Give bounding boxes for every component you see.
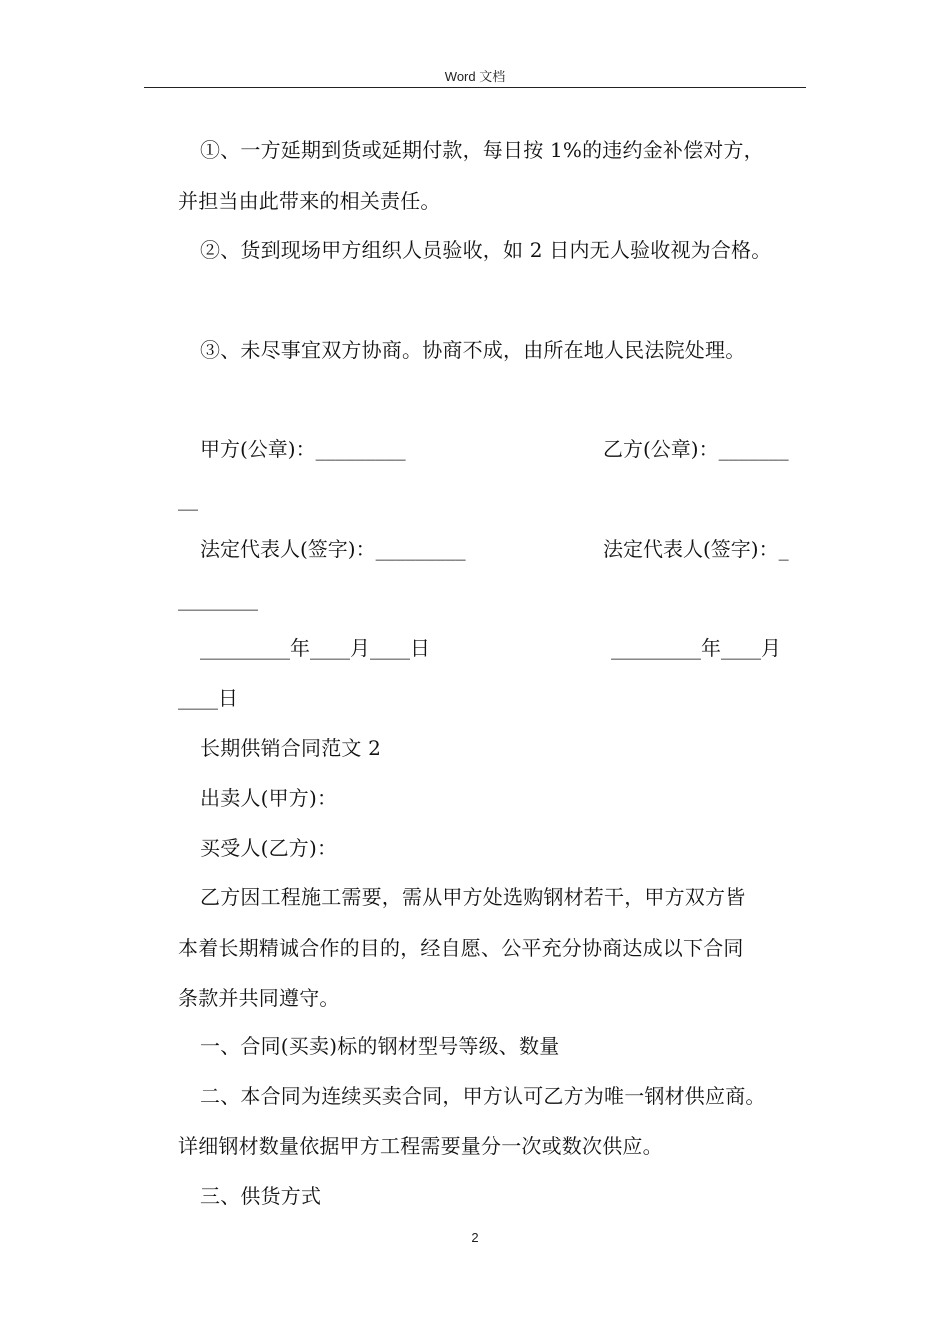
clause-3: ③、未尽事宜双方协商。协商不成，由所在地人民法院处理。	[200, 338, 746, 362]
party-b-representative-continuation: ________	[178, 587, 258, 611]
seller-label: 出卖人(甲方)：	[200, 786, 338, 810]
clause-2: ②、货到现场甲方组织人员验收，如 2 日内无人验收视为合格。	[200, 238, 772, 262]
party-b-representative: 法定代表人(签字)：_	[603, 537, 789, 561]
party-b-date-continuation: ____日	[178, 686, 238, 710]
clause-1-line-2: 并担当由此带来的相关责任。	[178, 189, 441, 213]
header-divider	[144, 87, 806, 88]
contract-2-title: 长期供销合同范文 2	[200, 736, 382, 760]
party-a-seal: 甲方(公章)：_________	[200, 437, 406, 461]
buyer-label: 买受人(乙方)：	[200, 836, 338, 860]
party-b-date: _________年____月	[611, 636, 781, 660]
item-1: 一、合同(买卖)标的钢材型号等级、数量	[200, 1034, 560, 1058]
intro-line-1: 乙方因工程施工需要，需从甲方处选购钢材若干，甲方双方皆	[200, 885, 746, 909]
intro-line-3: 条款并共同遵守。	[178, 986, 340, 1010]
page-number: 2	[471, 1230, 479, 1245]
party-b-seal-continuation: __	[178, 487, 198, 511]
page-header: Word 文档	[444, 69, 506, 84]
intro-line-2: 本着长期精诚合作的目的，经自愿、公平充分协商达成以下合同	[178, 936, 744, 960]
party-a-date: _________年____月____日	[200, 636, 430, 660]
clause-1-line-1: ①、一方延期到货或延期付款，每日按 1%的违约金补偿对方，	[200, 138, 764, 162]
item-2-line-2: 详细钢材数量依据甲方工程需要量分一次或数次供应。	[178, 1134, 663, 1158]
party-a-representative: 法定代表人(签字)：_________	[200, 537, 466, 561]
party-b-seal: 乙方(公章)：_______	[603, 437, 789, 461]
item-2-line-1: 二、本合同为连续买卖合同，甲方认可乙方为唯一钢材供应商。	[200, 1084, 766, 1108]
item-3: 三、供货方式	[200, 1184, 322, 1208]
